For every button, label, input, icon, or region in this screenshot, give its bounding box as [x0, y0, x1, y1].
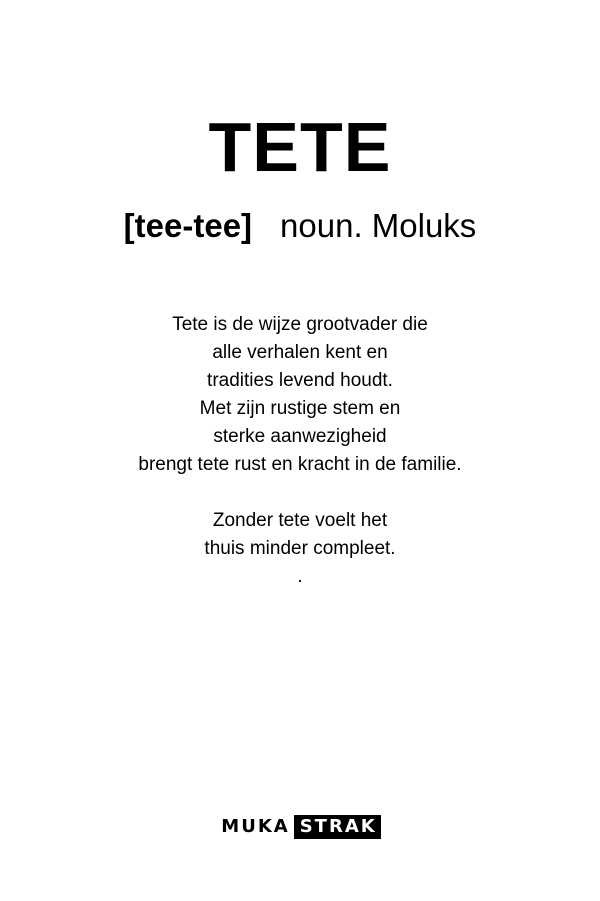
- brand-logo-part2: STRAK: [294, 815, 381, 839]
- definition-line: Zonder tete voelt het: [212, 510, 388, 531]
- part-of-speech: noun. Moluks: [280, 207, 477, 244]
- definition-line: alle verhalen kent en: [212, 342, 388, 363]
- definition-line: Tete is de wijze grootvader die: [172, 314, 428, 335]
- entry-subline: [0, 204, 600, 248]
- definition-line: sterke aanwezigheid: [213, 426, 387, 447]
- definition-line: Met zijn rustige stem en: [199, 398, 401, 419]
- definition-line: tradities levend houdt.: [207, 370, 393, 391]
- definition-line: .: [297, 566, 303, 587]
- pronunciation: [tee-tee]: [123, 207, 253, 244]
- definition-line: thuis minder compleet.: [204, 538, 396, 559]
- headword: TETE: [208, 108, 392, 186]
- paragraph-spacer: [0, 479, 600, 507]
- definition-text: [0, 311, 600, 591]
- brand-logo-part1: MUKA: [221, 816, 290, 837]
- definition-line: brengt tete rust en kracht in de familie.: [138, 454, 462, 475]
- brand-logo: [0, 815, 600, 839]
